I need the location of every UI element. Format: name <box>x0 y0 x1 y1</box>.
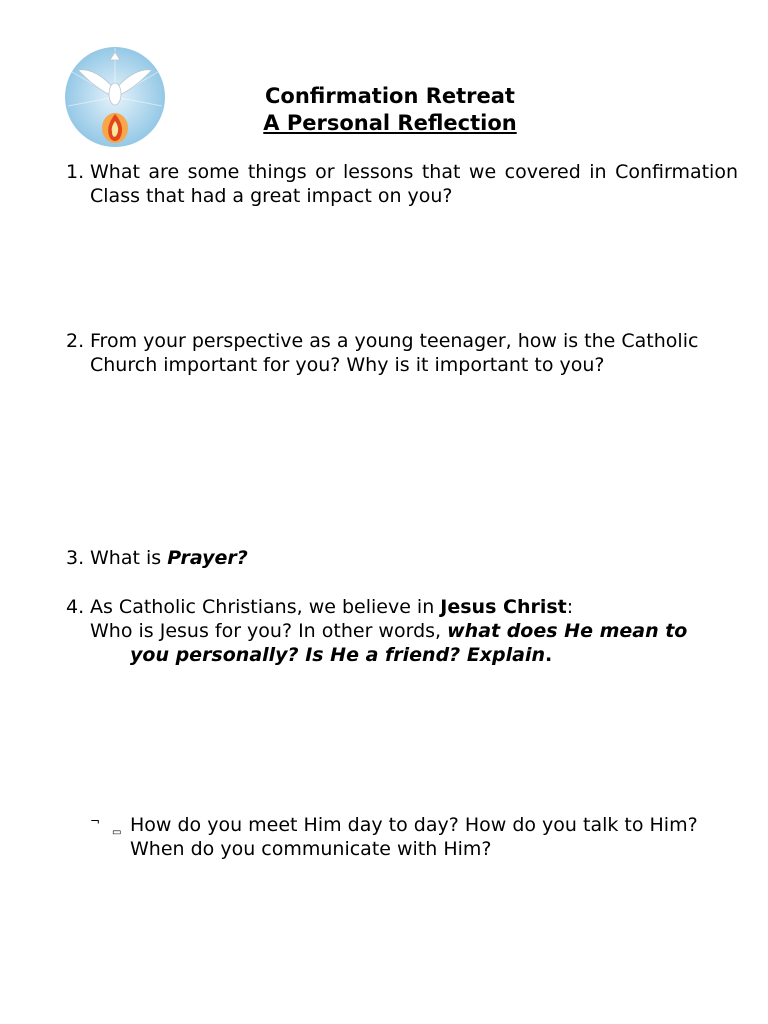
sub-question-line-2: When do you communicate with Him? <box>130 838 492 860</box>
question-text: What are some things or lessons that we covered in Confirmation Class that had a great impact on you? <box>90 161 738 207</box>
page-title: Confirmation Retreat <box>265 84 515 108</box>
question-number: 1. <box>66 161 85 183</box>
question-4-line-1: As Catholic Christians, we believe in Jesus Christ: <box>90 596 574 618</box>
question-4 <box>66 595 738 667</box>
question-number: 4. <box>66 596 85 618</box>
dove-flame-logo-icon <box>64 46 166 148</box>
question-2 <box>66 329 738 377</box>
jesus-christ-bold: Jesus Christ <box>440 596 567 618</box>
bullet-box-icon: ▭ <box>112 827 122 838</box>
question-4-line-2: Who is Jesus for you? In other words, what does He mean to <box>90 620 688 642</box>
question-3 <box>66 546 738 570</box>
bullet-icon: ¬ <box>90 814 101 828</box>
page-subtitle: A Personal Reflection <box>263 111 517 135</box>
question-number: 3. <box>66 547 85 569</box>
question-text: From your perspective as a young teenager, how is the Catholic Church important for you? Why is it important to you? <box>90 330 699 376</box>
sub-question-line-1: How do you meet Him day to day? How do you talk to Him? <box>130 814 698 836</box>
question-text: What is Prayer? <box>90 547 248 569</box>
question-number: 2. <box>66 330 85 352</box>
question-1 <box>66 160 738 208</box>
question-4-line-3: you personally? Is He a friend? Explain. <box>130 644 553 666</box>
sub-question <box>90 813 738 861</box>
question-text <box>90 595 738 667</box>
prayer-emphasis: Prayer? <box>167 547 248 569</box>
